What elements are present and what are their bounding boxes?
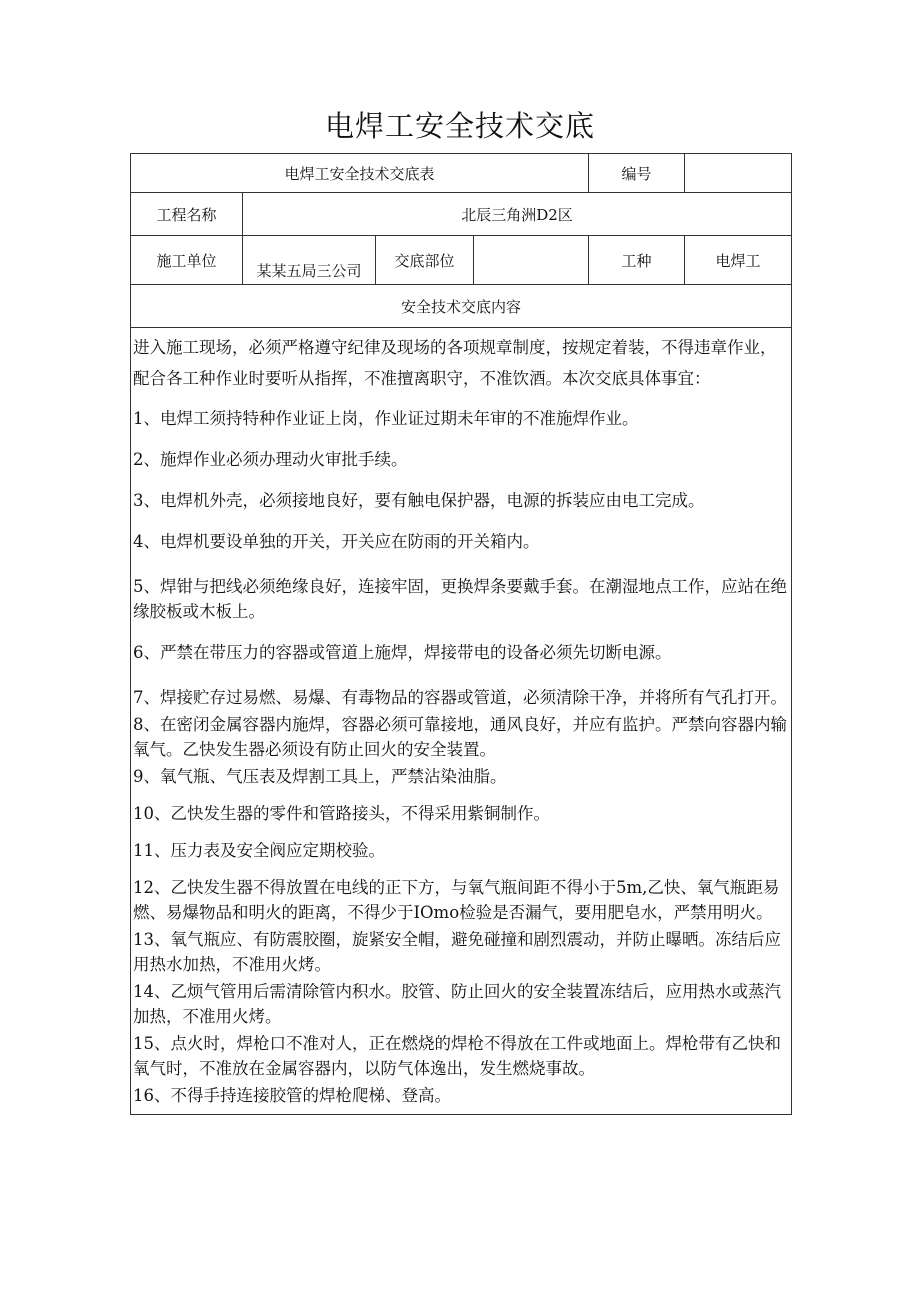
number-label: 编号: [621, 164, 652, 183]
list-item: 2、施焊作业必须办理动火审批手续。: [133, 450, 408, 469]
content-heading: 安全技术交底内容: [401, 297, 522, 316]
number-value-cell[interactable]: [685, 154, 792, 193]
content-heading-row: [131, 285, 792, 328]
list-item: 11、压力表及安全阀应定期校验。: [133, 841, 385, 860]
project-row: [131, 193, 792, 236]
document-title: 电焊工安全技术交底: [324, 109, 595, 143]
list-item: 9、氧气瓶、气压表及焊割工具上，严禁沾染油脂。: [133, 767, 507, 786]
list-item: 10、乙快发生器的零件和管路接头，不得采用紫铜制作。: [133, 804, 550, 823]
list-item: 7、焊接贮存过易燃、易爆、有毒物品的容器或管道，必须清除干净，并将所有气孔打开。: [133, 688, 787, 707]
list-item: 5、焊钳与把线必须绝缘良好，连接牢固，更换焊条要戴手套。在潮湿地点工作，应站在绝缘胶板或木板上。: [133, 577, 787, 621]
form-name-cell: [131, 154, 589, 193]
content-row: [131, 328, 792, 1115]
project-label-cell: [131, 193, 243, 236]
unit-value: 某某五局三公司: [256, 262, 362, 280]
unit-value-cell: [243, 236, 376, 285]
unit-row: [131, 236, 792, 285]
location-label-cell: [376, 236, 474, 285]
trade-label: 工种: [621, 251, 652, 270]
project-value: 北辰三角洲D2区: [461, 205, 573, 224]
list-item: 3、电焊机外壳，必须接地良好，要有触电保护器，电源的拆装应由电工完成。: [133, 491, 705, 510]
unit-label: 施工单位: [156, 251, 217, 270]
list-item: 14、乙烦气管用后需清除管内积水。胶管、防止回火的安全装置冻结后，应用热水或蒸汽加热，不准用火烤。: [133, 982, 781, 1026]
project-value-cell: [243, 193, 792, 236]
intro-paragraph: 进入施工现场，必须严格遵守纪律及现场的各项规章制度，按规定着装，不得违章作业，配合各工种作业时要听从指挥，不准擅离职守，不准饮酒。本次交底具体事宜：: [133, 338, 777, 388]
form-name: 电焊工安全技术交底表: [284, 164, 435, 183]
list-item: 16、不得手持连接胶管的焊枪爬梯、登高。: [133, 1086, 451, 1105]
list-item: 1、电焊工须持特种作业证上岗，作业证过期未年审的不准施焊作业。: [133, 409, 639, 428]
content-cell: [131, 328, 792, 1115]
form-header-row: [131, 154, 792, 193]
trade-value: 电焊工: [715, 251, 761, 270]
list-item: 8、在密闭金属容器内施焊，容器必须可靠接地，通风良好，并应有监护。严禁向容器内输氧气。乙快发生器必须设有防止回火的安全装置。: [133, 715, 787, 759]
location-value-cell[interactable]: [474, 236, 589, 285]
list-item: 15、点火时，焊枪口不准对人，正在燃烧的焊枪不得放在工件或地面上。焊枪带有乙快和氧气时，不准放在金属容器内，以防气体逸出，发生燃烧事故。: [133, 1034, 781, 1078]
number-label-cell: [589, 154, 685, 193]
content-heading-cell: [131, 285, 792, 328]
safety-disclosure-form: [130, 153, 792, 1115]
unit-label-cell: [131, 236, 243, 285]
list-item: 12、乙快发生器不得放置在电线的正下方，与氧气瓶间距不得小于5m,乙快、氧气瓶距易燃、易爆物品和明火的距离，不得少于IOmo检验是否漏气，要用肥皂水，严禁用明火。: [133, 878, 780, 922]
trade-value-cell: [685, 236, 792, 285]
project-label: 工程名称: [156, 205, 217, 224]
list-item: 4、电焊机要设单独的开关，开关应在防雨的开关箱内。: [133, 532, 540, 551]
list-item: 6、严禁在带压力的容器或管道上施焊，焊接带电的设备必须先切断电源。: [133, 643, 672, 662]
location-label: 交底部位: [394, 251, 455, 270]
trade-label-cell: [589, 236, 685, 285]
list-item: 13、氧气瓶应、有防震胶圈，旋紧安全帽，避免碰撞和剧烈震动，并防止曝晒。冻结后应用热水加热，不准用火烤。: [133, 930, 781, 974]
